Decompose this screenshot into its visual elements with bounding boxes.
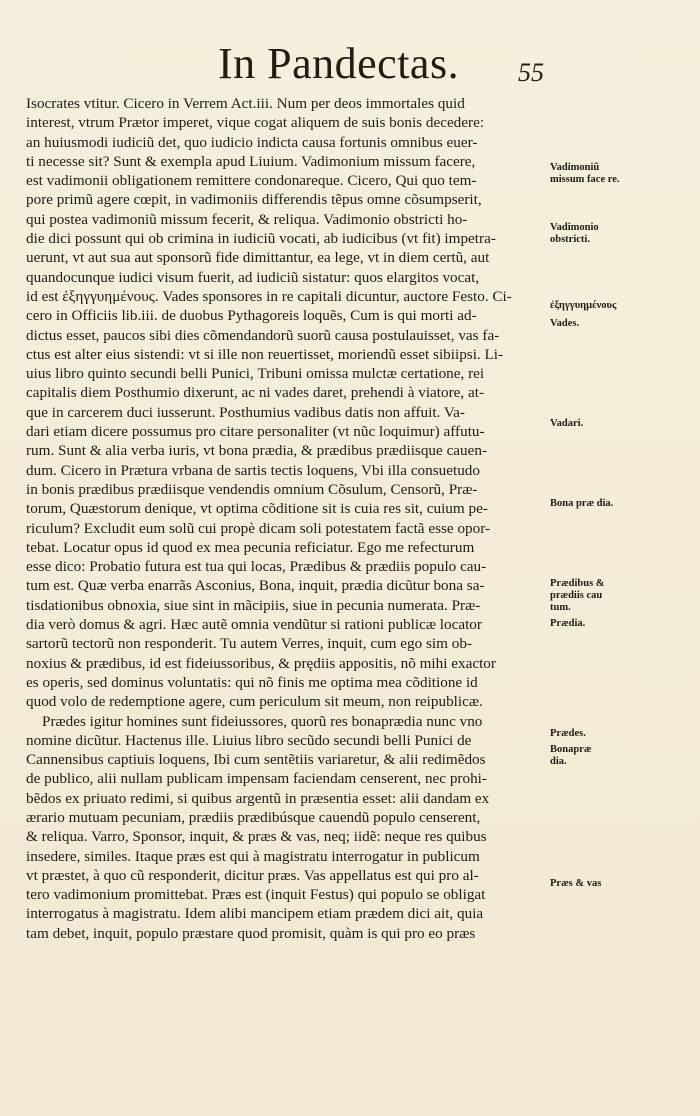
marginal-note: Vades.: [550, 318, 580, 329]
text-line: es operis, sed dominus voluntatis: qui nõ finis me optima mea cõditione id: [26, 673, 478, 691]
text-line: quandocunque iudici visum fuerit, ad iudiciũ sistatur: quos elargitos vocat,: [26, 268, 480, 286]
text-line: de publico, alii nullam publicam impensam faciendam censerent, nec prohi-: [26, 770, 487, 788]
text-line: capitalis diem Posthumio dixerunt, ac ni vades daret, prehendi à viatore, at-: [26, 384, 485, 402]
text-line: Cannensibus captiuis loquens, Ibi cum sentẽtiis variaretur, & alii redimẽdos: [26, 751, 486, 769]
text-line: tam debet, inquit, populo præstare quod promisit, quàm is qui pro eo præs: [26, 924, 476, 942]
text-line: tebat. Locatur opus id quod ex mea pecunia reficiatur. Ego me refecturum: [26, 538, 475, 556]
text-line: in bonis prædibus prædiisque vendendis omnium Cõsulum, Censorũ, Præ-: [26, 480, 478, 498]
marginal-note: Vadari.: [550, 418, 584, 429]
text-line: dari etiam dicere possumus pro citare personaliter (vt nũc loquimur) affutu-: [26, 423, 485, 441]
text-line: vt præstet, à quo cũ responderit, dicitur præs. Vas appellatus est qui pro al-: [26, 866, 479, 884]
text-line: Isocrates vtitur. Cicero in Verrem Act.iii. Num per deos immortales quid: [26, 95, 465, 112]
text-line: ctus est alter eius sistendi: vt si ille non reuertisset, moriendũ esset sibiipsi. Li-: [26, 345, 504, 363]
text-line: tum est. Quæ verba enarrãs Asconius, Bona, inquit, prædia dicũtur bona sa-: [26, 577, 485, 595]
text-line: pore primũ agere cœpit, in vadimoniis differendis tẽpus omne cõsumpserit,: [26, 191, 482, 209]
marginal-note: Præs & vas: [550, 878, 602, 889]
text-line: interrogatus à magistratu. Idem alibi mancipem etiam prædem dici ait, quia: [26, 905, 484, 923]
main-text-column: [26, 94, 546, 943]
page-number: 55: [518, 58, 544, 87]
text-line: dum. Cicero in Prætura vrbana de sartis tectis loquens, Vbi illa consuetudo: [26, 461, 480, 479]
text-line: qui postea vadimoniũ missum fecerit, & reliqua. Vadimonio obstricti ho-: [26, 210, 468, 228]
marginal-note: Vadimonio obstricti.: [550, 222, 599, 245]
text-line: est vadimonii obligationem remittere condonareque. Cicero, Qui quo tem-: [26, 172, 477, 190]
text-line: die dici possunt qui ob crimina in iudiciũ vocati, ab iudicibus (vt fit) impetra-: [26, 230, 496, 248]
text-line: tero vadimonium promittebat. Præs est (inquit Festus) qui populo se obligat: [26, 886, 486, 904]
text-line: torum, Quæstorum denique, vt optima cõditione sit is cuia res sit, cuium pe-: [26, 500, 488, 518]
text-line: esse dico: Probatio futura est tua qui locas, Prædibus & prædiis populo cau-: [26, 558, 487, 576]
text-line: que in carcerem duci iusserunt. Posthumius vadibus datis non affuit. Va-: [26, 403, 465, 421]
text-line: id est ἐξηγγυημένους. Vades sponsores in re capitali dicuntur, auctore Festo. Ci-: [26, 287, 512, 305]
text-line: dictus esset, paucos sibi dies cõmendandorũ suorũ causa postulauisset, vas fa-: [26, 326, 500, 344]
text-line: dia verò domus & agri. Hæc autẽ omnia vendũtur si rationi publicæ locator: [26, 616, 482, 634]
text-line: & reliqua. Varro, Sponsor, inquit, & præs & vas, neq; iidẽ: neque res quibus: [26, 828, 487, 846]
text-line: ærario mutuam pecuniam, prædiis prædibúsque cauendũ populo censerent,: [26, 808, 481, 826]
marginal-note: Prædibus & prædiis cau tum.: [550, 578, 605, 613]
marginal-note: ἐξηγγυημένους: [550, 300, 617, 311]
text-line: an huiusmodi iudiciũ det, quo iudicio indicta causa fortunis omnibus euer-: [26, 133, 478, 151]
text-line: bẽdos ex priuato redimi, si quibus argentũ in præsentia esset: alii dandam ex: [26, 789, 490, 807]
marginal-note: Bonapræ dia.: [550, 744, 592, 767]
text-line: sartorũ tectorũ non responderit. Tu autem Verres, inquit, cum ego sim ob-: [26, 635, 472, 653]
text-line: uerunt, vt aut sua aut sponsorũ fide dimittantur, ea lege, vt in diem certũ, aut: [26, 249, 490, 267]
marginal-note: Prædes.: [550, 728, 586, 739]
text-line: ti necesse sit? Sunt & exempla apud Liuium. Vadimonium missum facere,: [26, 152, 476, 170]
text-line: riculum? Excludit eum solũ cui propè dicam soli potestatem factã esse opor-: [26, 519, 491, 537]
text-line: uius libro quinto secundi belli Punici, Tribuni omissa mulctæ certatione, rei: [26, 365, 485, 383]
text-line: interest, vtrum Prætor imperet, vique cogat aliquem de suis bonis decedere:: [26, 114, 485, 132]
text-line: nomine dicũtur. Hactenus ille. Liuius libro secũdo secundi belli Punici de: [26, 731, 472, 749]
running-title: In Pandectas.: [218, 39, 460, 88]
page-header: [0, 36, 700, 92]
text-line: rum. Sunt & alia verba iuris, vt bona prædia, & prædibus prædiisque cauen-: [26, 442, 488, 460]
marginal-note: Vadimoniũ missum face re.: [550, 162, 620, 185]
text-line: insedere, similes. Itaque præs est qui à magistratu interrogatur in publicum: [26, 847, 480, 865]
text-line: Prædes igitur homines sunt fideiussores, quorũ res bonaprædia nunc vno: [42, 712, 483, 730]
marginal-note: Prædia.: [550, 618, 586, 629]
text-line: noxius & prædibus, id est fideiussoribus, & prędiis appositis, nõ mihi exactor: [26, 654, 496, 672]
text-line: cero in Officiis lib.iii. de duobus Pythagoreis loquẽs, Cum is qui morti ad-: [26, 307, 477, 325]
marginal-note: Bona præ dia.: [550, 498, 614, 509]
text-line: quod volo de redemptione agere, cum periculum sit meum, non reipublicæ.: [26, 693, 483, 711]
text-line: tisdationibus obnoxia, siue sint in mãcipiis, siue in pecunia numerata. Præ-: [26, 596, 481, 614]
